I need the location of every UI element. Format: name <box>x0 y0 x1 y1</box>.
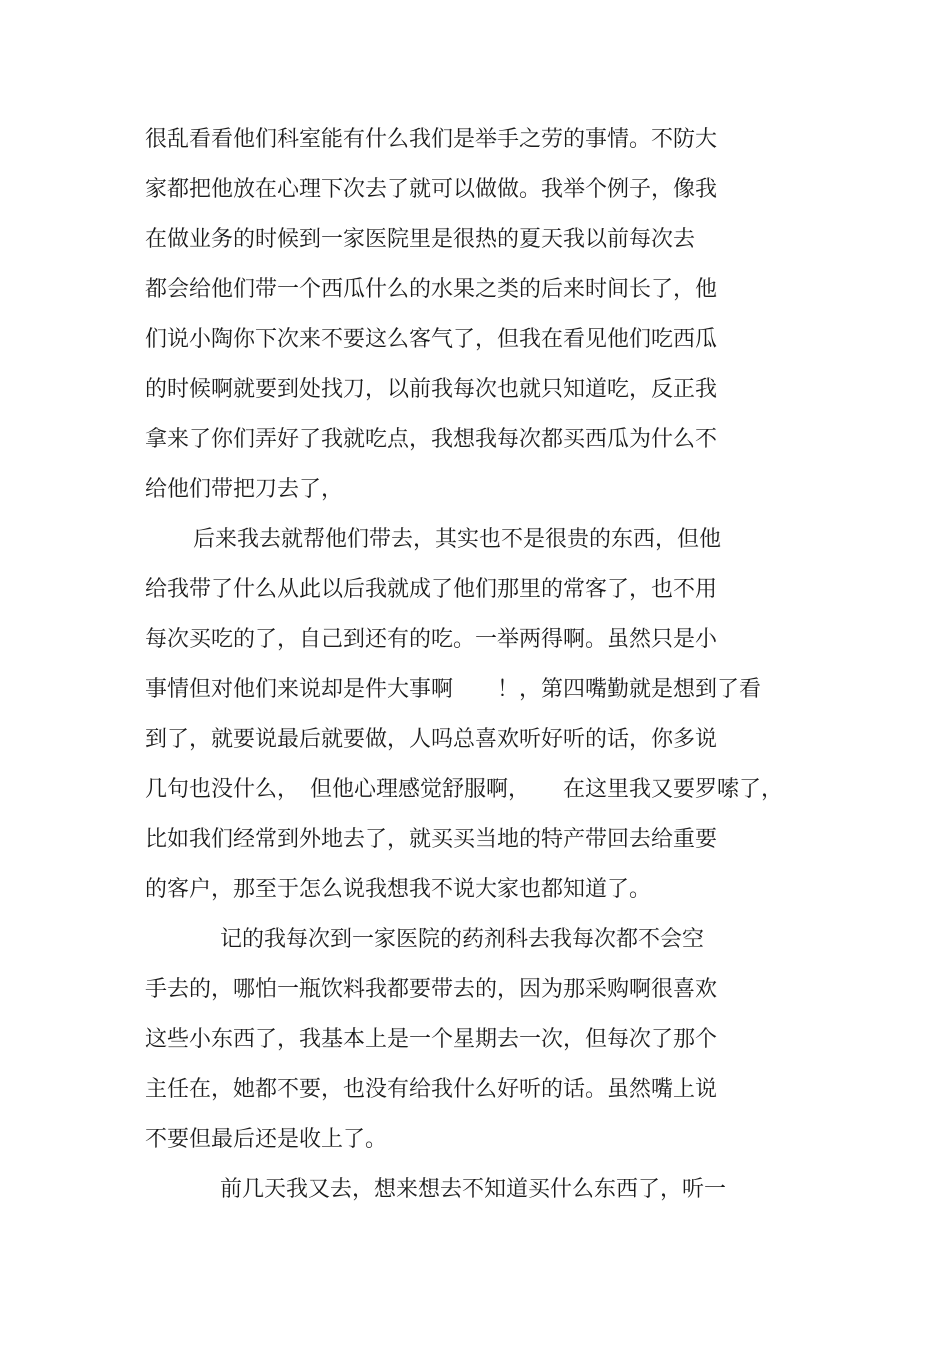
text-line: 给他们带把刀去了， <box>145 477 344 502</box>
text-line: 给我带了什么从此以后我就成了他们那里的常客了，也不用 <box>145 577 718 602</box>
text-line: 事情但对他们来说却是件大事啊 ！，第四嘴勤就是想到了看 <box>145 677 762 702</box>
paragraph-first-line: 记的我每次到一家医院的药剂科去我每次都不会空 <box>220 927 705 952</box>
text-line: 几句也没什么， 但他心理感觉舒服啊， 在这里我又要罗嗦了， <box>145 777 784 802</box>
text-line: 们说小陶你下次来不要这么客气了，但我在看见他们吃西瓜 <box>145 327 718 352</box>
paragraph-first-line: 前几天我又去，想来想去不知道买什么东西了，听一 <box>220 1177 727 1202</box>
text-line: 不要但最后还是收上了。 <box>145 1127 388 1152</box>
text-line: 每次买吃的了，自己到还有的吃。一举两得啊。虽然只是小 <box>145 627 718 652</box>
paragraph-first-line: 后来我去就帮他们带去，其实也不是很贵的东西，但他 <box>193 527 722 552</box>
text-line: 这些小东西了，我基本上是一个星期去一次，但每次了那个 <box>145 1027 718 1052</box>
text-line: 手去的，哪怕一瓶饮料我都要带去的，因为那采购啊很喜欢 <box>145 977 718 1002</box>
text-line: 到了，就要说最后就要做，人吗总喜欢听好听的话，你多说 <box>145 727 718 752</box>
text-line: 在做业务的时候到一家医院里是很热的夏天我以前每次去 <box>145 227 696 252</box>
text-line: 都会给他们带一个西瓜什么的水果之类的后来时间长了，他 <box>145 277 718 302</box>
text-line: 比如我们经常到外地去了，就买买当地的特产带回去给重要 <box>145 827 718 852</box>
text-line: 主任在，她都不要，也没有给我什么好听的话。虽然嘴上说 <box>145 1077 718 1102</box>
text-line: 很乱看看他们科室能有什么我们是举手之劳的事情。不防大 <box>145 127 718 152</box>
text-line: 的时候啊就要到处找刀，以前我每次也就只知道吃，反正我 <box>145 377 718 402</box>
text-line: 家都把他放在心理下次去了就可以做做。我举个例子，像我 <box>145 177 718 202</box>
text-line: 的客户，那至于怎么说我想我不说大家也都知道了。 <box>145 877 652 902</box>
text-line: 拿来了你们弄好了我就吃点，我想我每次都买西瓜为什么不 <box>145 427 718 452</box>
